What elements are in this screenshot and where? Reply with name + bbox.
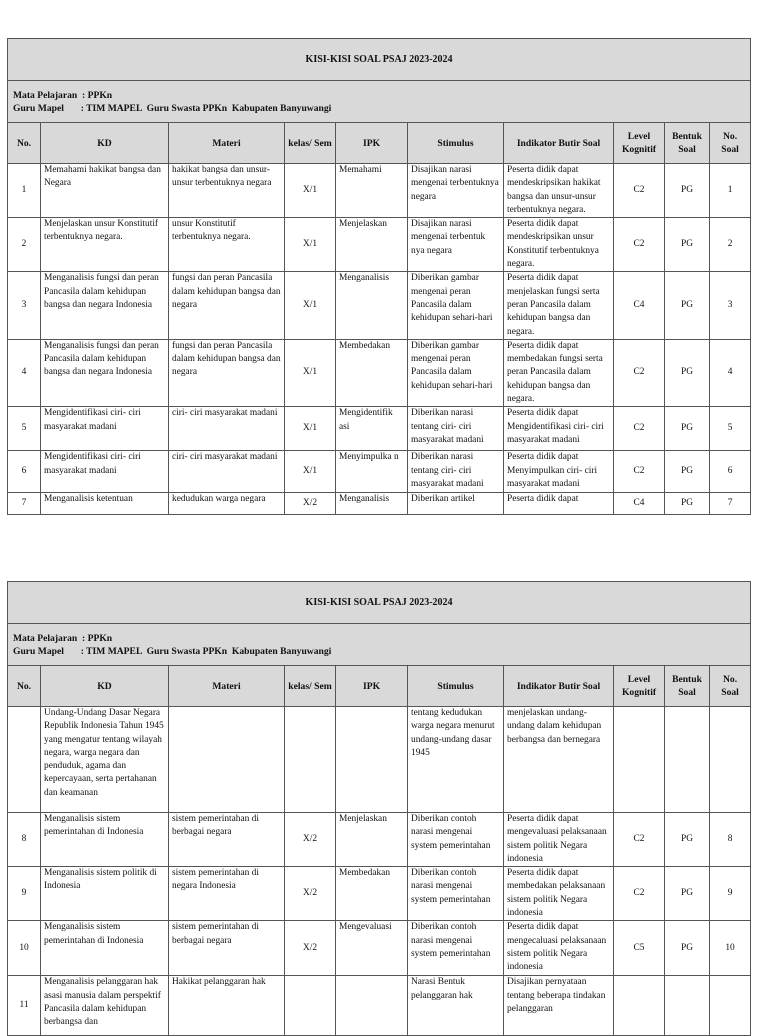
sheet-2: [7, 581, 750, 1036]
ipk-cell: Memahami: [336, 164, 408, 218]
stimulus-cell: Diberikan artikel: [408, 493, 504, 515]
table-row: [8, 407, 751, 451]
ipk-cell: Menjelaskan: [336, 813, 408, 867]
kd-cell: Menganalisis fungsi dan peran Pancasila dalam kehidupan bangsa dan negara Indonesia: [41, 272, 169, 339]
no-soal-cell: 4: [710, 339, 751, 406]
kelas-sem-cell: X/2: [285, 921, 336, 976]
no-soal-cell: 7: [710, 493, 751, 515]
header-bentuk: Bentuk Soal: [665, 666, 710, 707]
no-soal-cell: 3: [710, 272, 751, 339]
indikator-cell: Peserta didik dapat membedakan pelaksanaan sistem politik Negara indonesia: [504, 867, 614, 921]
kelas-sem-cell: X/2: [285, 813, 336, 867]
materi-cell: sistem pemerintahan di berbagai negara: [169, 813, 285, 867]
materi-cell: Hakikat pelanggaran hak: [169, 976, 285, 1036]
guru-line: Guru Mapel : TIM MAPEL Guru Swasta PPKn Kabupaten Banyuwangi: [13, 102, 332, 114]
kd-cell: Menganalisis pelanggaran hak asasi manusia dalam perspektif Pancasila dalam kehidupan berbangsa dan: [41, 976, 169, 1036]
kelas-sem-cell: [285, 707, 336, 813]
kelas-sem-cell: X/2: [285, 493, 336, 515]
ipk-cell: Menyimpulka n: [336, 451, 408, 493]
mapel-line: Mata Pelajaran : PPKn: [13, 632, 113, 644]
materi-cell: ciri- ciri masyarakat madani: [169, 407, 285, 451]
header-no: No.: [8, 123, 41, 164]
table-body: [8, 707, 751, 1036]
header-no-soal: No. Soal: [710, 123, 751, 164]
bentuk-cell: PG: [665, 867, 710, 921]
indikator-cell: Peserta didik dapat: [504, 493, 614, 515]
table-row: [8, 493, 751, 515]
materi-cell: kedudukan warga negara: [169, 493, 285, 515]
bentuk-cell: PG: [665, 272, 710, 339]
kd-cell: Menganalisis sistem pemerintahan di Indonesia: [41, 813, 169, 867]
kelas-sem-cell: X/1: [285, 451, 336, 493]
row-number: 3: [8, 272, 41, 339]
row-number: 8: [8, 813, 41, 867]
indikator-cell: Peserta didik dapat Menyimpulkan ciri- ciri masyarakat madani: [504, 451, 614, 493]
level-cell: C4: [614, 493, 665, 515]
kisi-kisi-table: [7, 38, 751, 515]
header-indikator: Indikator Butir Soal: [504, 123, 614, 164]
row-number: [8, 707, 41, 813]
materi-cell: sistem pemerintahan di negara Indonesia: [169, 867, 285, 921]
table-row: [8, 451, 751, 493]
header-ipk: IPK: [336, 666, 408, 707]
kelas-sem-cell: X/1: [285, 218, 336, 272]
header-indikator: Indikator Butir Soal: [504, 666, 614, 707]
ipk-cell: Menjelaskan: [336, 218, 408, 272]
table-row: [8, 921, 751, 976]
materi-cell: [169, 707, 285, 813]
level-cell: C2: [614, 218, 665, 272]
kelas-sem-cell: X/1: [285, 164, 336, 218]
header-materi: Materi: [169, 666, 285, 707]
level-cell: C2: [614, 339, 665, 406]
document-title: KISI-KISI SOAL PSAJ 2023-2024: [8, 39, 751, 81]
ipk-cell: Menganalisis: [336, 272, 408, 339]
table-row: [8, 976, 751, 1036]
level-cell: C2: [614, 407, 665, 451]
table-row: [8, 339, 751, 406]
materi-cell: fungsi dan peran Pancasila dalam kehidupan bangsa dan negara: [169, 339, 285, 406]
no-soal-cell: [710, 707, 751, 813]
table-row: [8, 218, 751, 272]
ipk-cell: Mengidentifik asi: [336, 407, 408, 451]
bentuk-cell: PG: [665, 218, 710, 272]
no-soal-cell: [710, 976, 751, 1036]
header-no: No.: [8, 666, 41, 707]
row-number: 7: [8, 493, 41, 515]
stimulus-cell: Diberikan narasi tentang ciri- ciri masyarakat madani: [408, 451, 504, 493]
row-number: 5: [8, 407, 41, 451]
materi-cell: hakikat bangsa dan unsur-unsur terbentuknya negara: [169, 164, 285, 218]
no-soal-cell: 10: [710, 921, 751, 976]
header-level: Level Kognitif: [614, 666, 665, 707]
stimulus-cell: Narasi Bentuk pelanggaran hak: [408, 976, 504, 1036]
table-body: [8, 164, 751, 515]
kd-cell: Menganalisis fungsi dan peran Pancasila dalam kehidupan bangsa dan negara Indonesia: [41, 339, 169, 406]
header-ipk: IPK: [336, 123, 408, 164]
kd-cell: Mengidentifikasi ciri- ciri masyarakat madani: [41, 451, 169, 493]
bentuk-cell: PG: [665, 813, 710, 867]
ipk-cell: Membedakan: [336, 867, 408, 921]
materi-cell: sistem pemerintahan di berbagai negara: [169, 921, 285, 976]
indikator-cell: menjelaskan undang-undang dalam kehidupan berbangsa dan bernegara: [504, 707, 614, 813]
level-cell: C2: [614, 867, 665, 921]
kd-cell: Menganalisis sistem pemerintahan di Indonesia: [41, 921, 169, 976]
header-stimulus: Stimulus: [408, 666, 504, 707]
subject-info: [8, 81, 751, 123]
materi-cell: ciri- ciri masyarakat madani: [169, 451, 285, 493]
kelas-sem-cell: X/1: [285, 272, 336, 339]
ipk-cell: Menganalisis: [336, 493, 408, 515]
bentuk-cell: [665, 707, 710, 813]
no-soal-cell: 6: [710, 451, 751, 493]
level-cell: C2: [614, 451, 665, 493]
stimulus-cell: Diberikan contoh narasi mengenai system pemerintahan: [408, 867, 504, 921]
row-number: 4: [8, 339, 41, 406]
stimulus-cell: Diberikan gambar mengenai peran Pancasila dalam kehidupan sehari-hari: [408, 272, 504, 339]
header-kd: KD: [41, 666, 169, 707]
header-kelas-sem: kelas/ Sem: [285, 123, 336, 164]
subject-info: [8, 624, 751, 666]
guru-line: Guru Mapel : TIM MAPEL Guru Swasta PPKn Kabupaten Banyuwangi: [13, 645, 332, 657]
row-number: 6: [8, 451, 41, 493]
indikator-cell: Peserta didik dapat membedakan fungsi serta peran Pancasila dalam kehidupan bangsa dan negara.: [504, 339, 614, 406]
kelas-sem-cell: X/1: [285, 339, 336, 406]
indikator-cell: Disajikan pernyataan tentang beberapa tindakan pelanggaran: [504, 976, 614, 1036]
table-row: [8, 164, 751, 218]
kelas-sem-cell: X/1: [285, 407, 336, 451]
kelas-sem-cell: X/2: [285, 867, 336, 921]
ipk-cell: Mengevaluasi: [336, 921, 408, 976]
stimulus-cell: Diberikan contoh narasi mengenai system pemerintahan: [408, 921, 504, 976]
stimulus-cell: Disajikan narasi mengenai terbentuk nya negara: [408, 218, 504, 272]
indikator-cell: Peserta didik dapat menjelaskan fungsi serta peran Pancasila dalam kehidupan bangsa dan negara.: [504, 272, 614, 339]
mapel-line: Mata Pelajaran : PPKn: [13, 89, 113, 101]
kd-cell: Undang-Undang Dasar Negara Republik Indonesia Tahun 1945 yang mengatur tentang wilayah negara, warga negara dan penduduk, agama dan kepercayaan, serta pertahanan dan keamanan: [41, 707, 169, 813]
bentuk-cell: PG: [665, 921, 710, 976]
table-header: [8, 666, 751, 707]
kd-cell: Mengidentifikasi ciri- ciri masyarakat madani: [41, 407, 169, 451]
no-soal-cell: 5: [710, 407, 751, 451]
no-soal-cell: 9: [710, 867, 751, 921]
no-soal-cell: 1: [710, 164, 751, 218]
row-number: 1: [8, 164, 41, 218]
stimulus-cell: Diberikan gambar mengenai peran Pancasila dalam kehidupan sehari-hari: [408, 339, 504, 406]
no-soal-cell: 8: [710, 813, 751, 867]
header-no-soal: No. Soal: [710, 666, 751, 707]
header-materi: Materi: [169, 123, 285, 164]
indikator-cell: Peserta didik dapat mengecaluasi pelaksanaan sistem politik Negara indonesia: [504, 921, 614, 976]
ipk-cell: [336, 707, 408, 813]
table-row: [8, 707, 751, 813]
kd-cell: Menjelaskan unsur Konstitutif terbentuknya negara.: [41, 218, 169, 272]
indikator-cell: Peserta didik dapat Mengidentifikasi ciri- ciri masyarakat madani: [504, 407, 614, 451]
sheet-1: [7, 38, 750, 515]
kd-cell: Menganalisis sistem politik di Indonesia: [41, 867, 169, 921]
header-stimulus: Stimulus: [408, 123, 504, 164]
level-cell: C5: [614, 921, 665, 976]
stimulus-cell: tentang kedudukan warga negara menurut undang-undang dasar 1945: [408, 707, 504, 813]
kisi-kisi-table: [7, 581, 751, 1036]
materi-cell: fungsi dan peran Pancasila dalam kehidupan bangsa dan negara: [169, 272, 285, 339]
level-cell: C4: [614, 272, 665, 339]
table-row: [8, 813, 751, 867]
ipk-cell: Membedakan: [336, 339, 408, 406]
row-number: 9: [8, 867, 41, 921]
indikator-cell: Peserta didik dapat mendeskripsikan unsur Konstitutif terbentuknya negara.: [504, 218, 614, 272]
row-number: 11: [8, 976, 41, 1036]
table-header: [8, 123, 751, 164]
no-soal-cell: 2: [710, 218, 751, 272]
header-kd: KD: [41, 123, 169, 164]
header-kelas-sem: kelas/ Sem: [285, 666, 336, 707]
table-row: [8, 867, 751, 921]
bentuk-cell: PG: [665, 451, 710, 493]
stimulus-cell: Disajikan narasi mengenai terbentuknya negara: [408, 164, 504, 218]
kd-cell: Memahami hakikat bangsa dan Negara: [41, 164, 169, 218]
indikator-cell: Peserta didik dapat mengevaluasi pelaksanaan sistem politik Negara indonesia: [504, 813, 614, 867]
stimulus-cell: Diberikan contoh narasi mengenai system pemerintahan: [408, 813, 504, 867]
kd-cell: Menganalisis ketentuan: [41, 493, 169, 515]
stimulus-cell: Diberikan narasi tentang ciri- ciri masyarakat madani: [408, 407, 504, 451]
bentuk-cell: PG: [665, 407, 710, 451]
header-level: Level Kognitif: [614, 123, 665, 164]
table-row: [8, 272, 751, 339]
ipk-cell: [336, 976, 408, 1036]
bentuk-cell: PG: [665, 339, 710, 406]
level-cell: C2: [614, 813, 665, 867]
level-cell: [614, 707, 665, 813]
row-number: 2: [8, 218, 41, 272]
row-number: 10: [8, 921, 41, 976]
header-bentuk: Bentuk Soal: [665, 123, 710, 164]
document-title: KISI-KISI SOAL PSAJ 2023-2024: [8, 582, 751, 624]
bentuk-cell: [665, 976, 710, 1036]
bentuk-cell: PG: [665, 493, 710, 515]
indikator-cell: Peserta didik dapat mendeskripsikan hakikat bangsa dan unsur-unsur terbentuknya negara.: [504, 164, 614, 218]
level-cell: [614, 976, 665, 1036]
kelas-sem-cell: [285, 976, 336, 1036]
materi-cell: unsur Konstitutif terbentuknya negara.: [169, 218, 285, 272]
bentuk-cell: PG: [665, 164, 710, 218]
level-cell: C2: [614, 164, 665, 218]
